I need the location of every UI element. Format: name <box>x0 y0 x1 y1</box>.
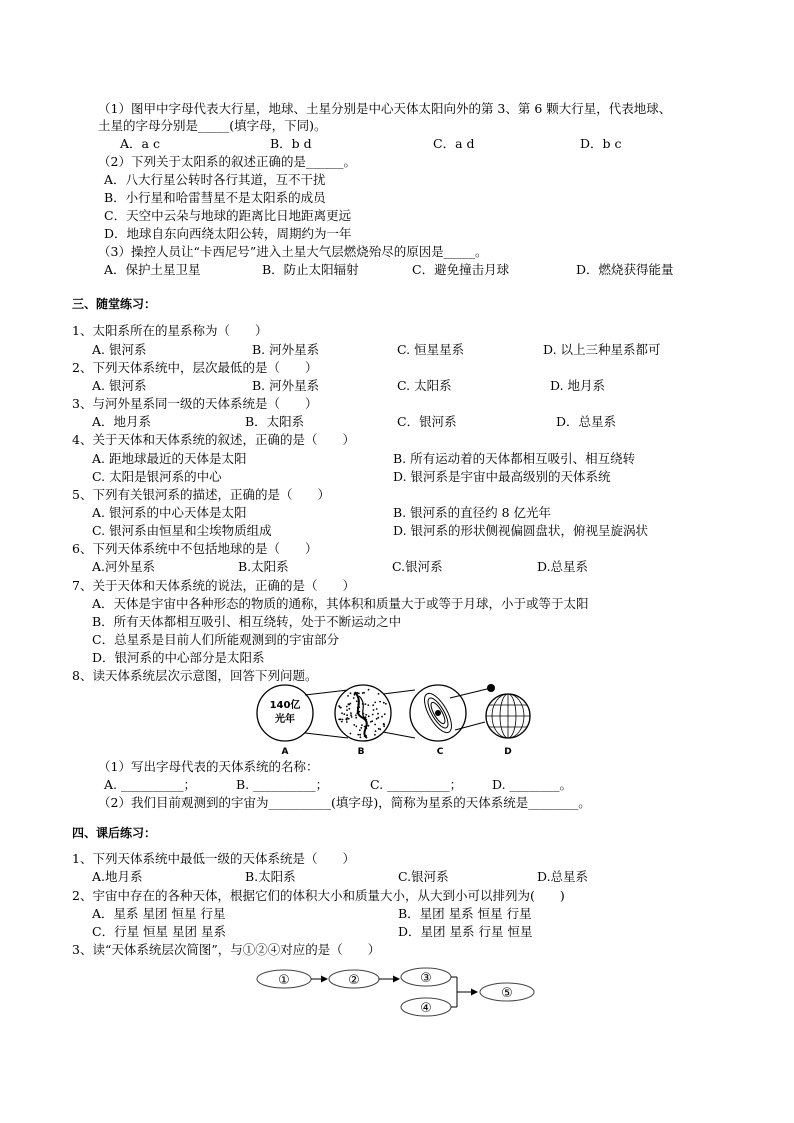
s3-q7-option-d: D．银河系的中心部分是太阳系 <box>92 650 265 665</box>
q2-option-c: C．天空中云朵与地球的距离比日地距离更远 <box>104 208 352 223</box>
q1-option-d: D．b c <box>580 136 622 151</box>
galaxy-star-dot <box>360 727 362 729</box>
s3-q4-option-b: B. 所有运动着的天体都相互吸引、相互绕转 <box>393 451 636 466</box>
galaxy-star-dot <box>364 703 366 705</box>
s3-q3-stem: 3、与河外星系同一级的天体系统是（ ） <box>72 396 318 411</box>
galaxy-star-dot <box>373 709 375 711</box>
s4-q2-stem: 2、宇宙中存在的各种天体，根据它们的体积大小和质量大小，从大到小可以排列为( ) <box>72 888 565 903</box>
q3-option-d: D．燃烧获得能量 <box>576 262 674 277</box>
figure-label-a: A <box>281 747 289 756</box>
galaxy-star-dot <box>384 713 386 715</box>
galaxy-star-dot <box>346 714 348 716</box>
galaxy-star-dot <box>338 705 340 707</box>
galaxy-star-dot <box>355 726 357 728</box>
q2-option-d: D．地球自东向西绕太阳公转，周期约为一年 <box>104 226 352 241</box>
galaxy-star-dot <box>372 714 374 716</box>
s3-q3-option-c: C．银河系 <box>397 414 457 429</box>
galaxy-star-dot <box>346 706 348 708</box>
s4-q1-option-b: B.太阳系 <box>245 869 296 884</box>
galaxy-star-dot <box>359 729 361 731</box>
galaxy-star-dot <box>374 734 376 736</box>
galaxy-star-dot <box>350 712 352 714</box>
s3-q2-option-a: A. 银河系 <box>92 378 147 393</box>
s3-q7-option-a: A．天体是宇宙中各种形态的物质的通称，其体积和质量大于或等于月球，小于或等于太阳 <box>92 596 589 611</box>
s3-q5-option-c: C. 银河系由恒星和尘埃物质组成 <box>92 523 272 538</box>
s3-q2-option-b: B. 河外星系 <box>252 378 320 393</box>
s3-q8-stem: 8、读天体系统层次示意图，回答下列问题。 <box>72 668 318 683</box>
galaxy-star-dot <box>368 725 370 727</box>
s3-q1-option-c: C. 恒星星系 <box>397 342 465 357</box>
galaxy-star-dot <box>383 723 385 725</box>
galaxy-star-dot <box>379 728 381 730</box>
galaxy-star-dot <box>355 714 357 716</box>
s3-q4-option-c: C. 太阳是银河系的中心 <box>92 469 222 484</box>
q1-line1: （1）图甲中字母代表大行星，地球、土星分别是中心天体太阳向外的第 3、第 6 颗大行星，代表地球、 <box>98 101 672 116</box>
s3-q8-sub1-a: A. __________； <box>104 777 196 792</box>
galaxy-star-dot <box>379 701 381 703</box>
s3-q3-option-d: D．总星系 <box>556 414 617 429</box>
galaxy-star-dot <box>358 693 360 695</box>
galaxy-star-dot <box>341 712 343 714</box>
s3-q6-option-d: D.总星系 <box>537 559 589 574</box>
figure-a-text-1: 140亿 <box>269 700 301 711</box>
s3-q6-option-c: C.银河系 <box>392 559 443 574</box>
s4-q2-option-a: A．星系 星团 恒星 行星 <box>92 906 226 921</box>
section4-heading: 四、课后练习： <box>72 826 157 840</box>
galaxy-star-dot <box>356 700 358 702</box>
flow-label-1: ① <box>278 973 290 988</box>
q1-option-b: B．b d <box>270 136 312 151</box>
figure-label-c: C <box>436 747 444 756</box>
q3-option-c: C．避免撞击月球 <box>412 262 510 277</box>
galaxy-star-dot <box>377 713 379 715</box>
galaxy-star-dot <box>342 719 344 721</box>
galaxy-star-dot <box>378 693 380 695</box>
galaxy-star-dot <box>374 702 376 704</box>
q2-option-a: A．八大行星公转时各行其道，互不干扰 <box>104 172 326 187</box>
galaxy-star-dot <box>368 715 370 717</box>
galaxy-star-dot <box>357 734 359 736</box>
galaxy-star-dot <box>348 708 350 710</box>
galaxy-star-dot <box>350 733 352 735</box>
s3-q4-option-a: A. 距地球最近的天体是太阳 <box>92 451 247 466</box>
s3-q1-stem: 1、太阳系所在的星系称为（ ） <box>72 323 268 338</box>
celestial-hierarchy-figure <box>255 682 545 756</box>
figure-a-text-2: 光年 <box>275 714 295 725</box>
figure-label-d: D <box>504 747 512 756</box>
s3-q2-stem: 2、下列天体系统中，层次最低的是（ ） <box>72 360 318 375</box>
s4-q2-option-b: B．星团 星系 恒星 行星 <box>398 906 532 921</box>
galaxy-star-dot <box>362 692 364 694</box>
q1-option-a: A．a c <box>120 136 160 151</box>
section3-heading: 三、随堂练习： <box>72 297 157 311</box>
galaxy-star-dot <box>367 704 369 706</box>
s4-q1-stem: 1、下列天体系统中最低一级的天体系统是（ ） <box>72 851 355 866</box>
s3-q3-option-a: A．地月系 <box>92 414 152 429</box>
galaxy-star-dot <box>377 717 379 719</box>
s3-q5-option-a: A. 银河系的中心天体是太阳 <box>92 505 247 520</box>
galaxy-star-dot <box>375 730 377 732</box>
s3-q3-option-b: B．太阳系 <box>245 414 305 429</box>
galaxy-star-dot <box>372 704 374 706</box>
s3-q4-stem: 4、关于天体和天体系统的叙述，正确的是（ ） <box>72 432 355 447</box>
q2-stem: （2）下列关于太阳系的叙述正确的是______。 <box>98 154 356 169</box>
galaxy-star-dot <box>338 719 340 721</box>
galaxy-star-dot <box>350 703 352 705</box>
galaxy-star-dot <box>348 718 350 720</box>
galaxy-star-dot <box>355 717 357 719</box>
s3-q1-option-b: B. 河外星系 <box>252 342 320 357</box>
galaxy-star-dot <box>370 721 372 723</box>
s3-q2-option-c: C. 太阳系 <box>397 378 452 393</box>
figure-label-b: B <box>357 747 365 756</box>
galaxy-star-dot <box>347 695 349 697</box>
s4-q1-option-a: A.地月系 <box>92 869 143 884</box>
s3-q6-stem: 6、下列天体系统中不包括地球的是（ ） <box>72 541 318 556</box>
figure-d-earth-moon <box>486 694 530 738</box>
galaxy-star-dot <box>378 728 380 730</box>
galaxy-star-dot <box>346 721 348 723</box>
flow-label-4: ④ <box>420 1001 432 1016</box>
s3-q8-sub1-c: C. __________； <box>370 777 463 792</box>
galaxy-star-dot <box>346 719 348 721</box>
s3-q7-option-b: B．所有天体都相互吸引、相互绕转，处于不断运动之中 <box>92 614 402 629</box>
figure-a-universe <box>257 685 313 741</box>
s3-q5-stem: 5、下列有关银河系的描述，正确的是（ ） <box>72 487 330 502</box>
q1-line2: 土星的字母分别是_____(填字母，下同)。 <box>98 118 327 133</box>
s3-q2-option-d: D. 地月系 <box>550 378 606 393</box>
s3-q5-option-b: B. 银河系的直径约 8 亿光年 <box>393 505 552 520</box>
galaxy-star-dot <box>376 708 378 710</box>
s4-q1-option-c: C.银河系 <box>398 869 449 884</box>
galaxy-star-dot <box>383 725 385 727</box>
galaxy-star-dot <box>353 724 355 726</box>
galaxy-star-dot <box>359 734 361 736</box>
s3-q6-option-b: B.太阳系 <box>238 559 289 574</box>
galaxy-star-dot <box>353 697 355 699</box>
flow-label-2: ② <box>348 973 360 988</box>
galaxy-star-dot <box>376 718 378 720</box>
s3-q5-option-d: D. 银河系的形状侧视偏圆盘状，俯视呈旋涡状 <box>393 523 649 538</box>
s3-q4-option-d: D. 银河系是宇宙中最高级别的天体系统 <box>393 469 611 484</box>
s4-q3-stem: 3、读“天体系统层次简图”，与①②④对应的是（ ） <box>72 942 381 957</box>
s3-q8-sub1-d: D. ________。 <box>492 777 573 792</box>
s3-q1-option-d: D. 以上三种星系都可 <box>543 342 661 357</box>
hierarchy-flow-diagram <box>255 964 545 1024</box>
galaxy-star-dot <box>348 703 350 705</box>
galaxy-star-dot <box>385 703 387 705</box>
galaxy-star-dot <box>368 689 370 691</box>
s4-q1-option-d: D.总星系 <box>537 869 589 884</box>
galaxy-star-dot <box>361 724 363 726</box>
galaxy-star-dot <box>351 716 353 718</box>
galaxy-star-dot <box>341 721 343 723</box>
galaxy-star-dot <box>383 702 385 704</box>
s3-q7-option-c: C．总星系是目前人们所能观测到的宇宙部分 <box>92 632 340 647</box>
s4-q2-option-c: C．行星 恒星 星团 星系 <box>92 924 226 939</box>
q3-stem: （3）操控人员让“卡西尼号”进入土星大气层燃烧殆尽的原因是_____。 <box>98 244 488 259</box>
galaxy-star-dot <box>374 724 376 726</box>
galaxy-star-dot <box>346 709 348 711</box>
s3-q1-option-a: A. 银河系 <box>92 342 147 357</box>
s3-q7-stem: 7、关于天体和天体系统的说法，正确的是（ ） <box>72 578 355 593</box>
s4-q2-option-d: D．星团 星系 行星 恒星 <box>398 924 533 939</box>
galaxy-star-dot <box>343 713 345 715</box>
s3-q8-sub1-b: B. __________； <box>236 777 329 792</box>
q3-option-a: A．保护土星卫星 <box>104 262 201 277</box>
galaxy-star-dot <box>350 692 352 694</box>
s3-q8-sub1-label: （1）写出字母代表的天体系统的名称： <box>98 759 319 774</box>
figure-b-galaxy <box>335 685 391 741</box>
galaxy-star-dot <box>360 736 362 738</box>
figure-c-solar-system <box>410 685 466 741</box>
q3-option-b: B．防止太阳辐射 <box>262 262 359 277</box>
galaxy-star-dot <box>381 716 383 718</box>
galaxy-star-dot <box>350 714 352 716</box>
flow-label-5: ⑤ <box>501 986 513 1001</box>
galaxy-star-dot <box>365 714 367 716</box>
flow-label-3: ③ <box>420 971 432 986</box>
s3-q6-option-a: A.河外星系 <box>92 559 156 574</box>
q2-option-b: B．小行星和哈雷彗星不是太阳系的成员 <box>104 190 326 205</box>
q1-option-c: C．a d <box>433 136 475 151</box>
s3-q8-sub2: （2）我们目前观测到的宇宙为__________(填字母)，简称为星系的天体系统是________。 <box>98 795 591 810</box>
